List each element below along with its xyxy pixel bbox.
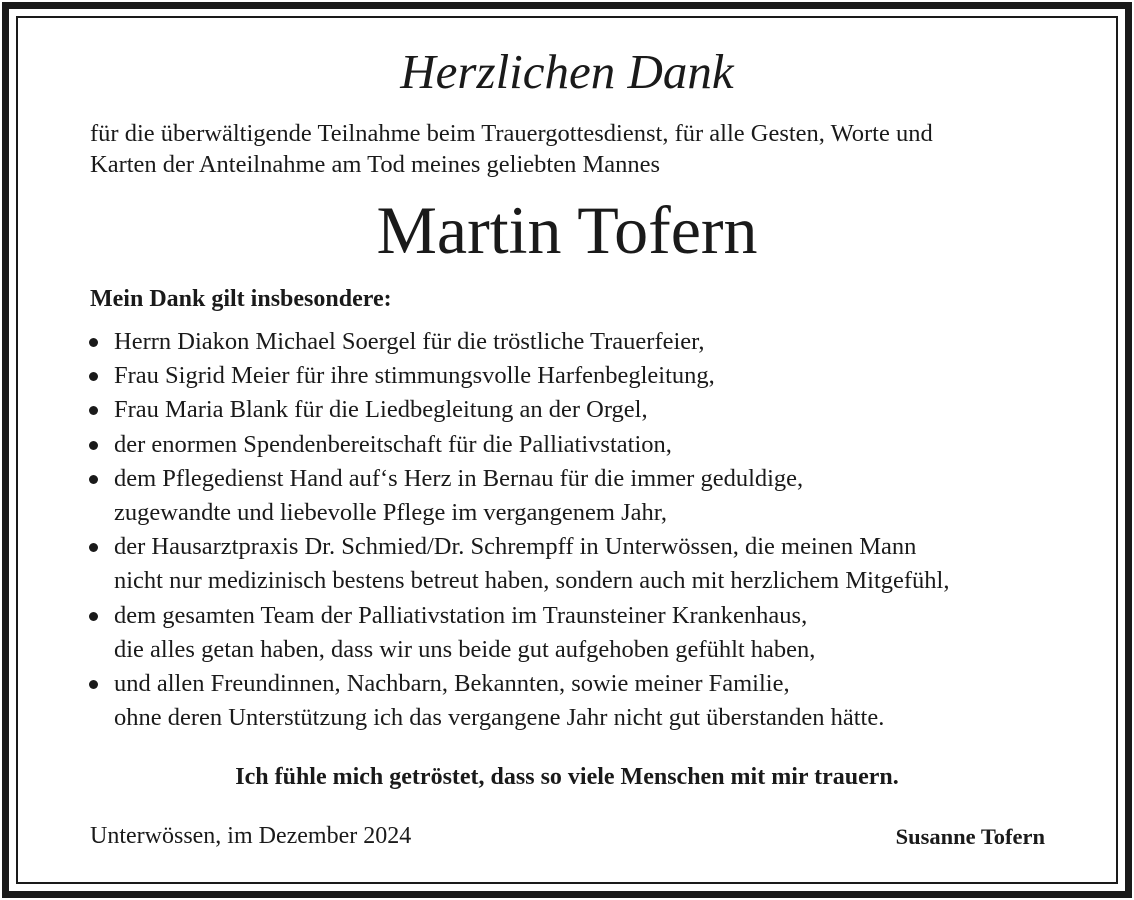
- list-item: [88, 530, 1068, 598]
- list-item-line: zugewandte und liebevolle Pflege im vergangenem Jahr,: [114, 499, 668, 527]
- list-item-line: ohne deren Unterstützung ich das vergangene Jahr nicht gut überstanden hätte.: [114, 704, 885, 732]
- signature: Susanne Tofern: [895, 824, 1045, 849]
- list-item-line: dem gesamten Team der Palliativstation im Traunsteiner Krankenhaus,: [114, 601, 808, 629]
- bullet-icon: [89, 680, 98, 689]
- thanks-list: [88, 325, 1068, 735]
- list-item-line: der enormen Spendenbereitschaft für die Palliativstation,: [114, 430, 672, 458]
- intro-line: für die überwältigende Teilnahme beim Trauergottesdienst, für alle Gesten, Worte und: [90, 120, 933, 147]
- list-item: [88, 359, 1068, 393]
- list-item-line: und allen Freundinnen, Nachbarn, Bekannten, sowie meiner Familie,: [114, 670, 790, 698]
- place-and-date: Unterwössen, im Dezember 2024: [90, 823, 412, 849]
- heading: Herzlichen Dank: [400, 44, 734, 99]
- list-item: [88, 325, 1068, 359]
- list-item-line: die alles getan haben, dass wir uns beide gut aufgehoben gefühlt haben,: [114, 635, 816, 663]
- bullet-icon: [89, 441, 98, 450]
- list-item: [88, 428, 1068, 462]
- list-item-line: dem Pflegedienst Hand auf‘s Herz in Bernau für die immer geduldige,: [114, 464, 804, 492]
- list-item-line: nicht nur medizinisch bestens betreut haben, sondern auch mit herzlichem Mitgefühl,: [114, 567, 950, 595]
- deceased-name: Martin Tofern: [376, 192, 758, 268]
- closing-statement: Ich fühle mich getröstet, dass so viele Menschen mit mir trauern.: [235, 764, 899, 790]
- bullet-icon: [89, 543, 98, 552]
- intro-line: Karten der Anteilnahme am Tod meines geliebten Mannes: [90, 151, 661, 178]
- bullet-icon: [89, 475, 98, 484]
- list-item-line: Frau Sigrid Meier für ihre stimmungsvolle Harfenbegleitung,: [114, 362, 715, 390]
- list-item-line: der Hausarztpraxis Dr. Schmied/Dr. Schrempff in Unterwössen, die meinen Mann: [114, 533, 917, 561]
- bullet-icon: [89, 338, 98, 347]
- list-item: [88, 462, 1068, 530]
- thanks-heading: Mein Dank gilt insbesondere:: [90, 286, 392, 312]
- intro-text: [90, 118, 1070, 180]
- list-item: [88, 599, 1068, 667]
- list-item: [88, 393, 1068, 427]
- bullet-icon: [89, 406, 98, 415]
- list-item-line: Frau Maria Blank für die Liedbegleitung an der Orgel,: [114, 396, 648, 424]
- bullet-icon: [89, 612, 98, 621]
- bullet-icon: [89, 372, 98, 381]
- list-item: [88, 667, 1068, 735]
- list-item-line: Herrn Diakon Michael Soergel für die tröstliche Trauerfeier,: [114, 328, 705, 355]
